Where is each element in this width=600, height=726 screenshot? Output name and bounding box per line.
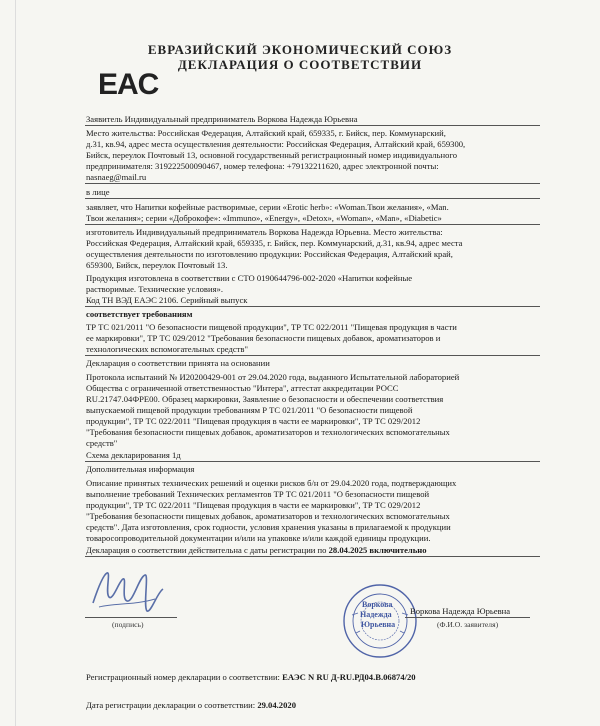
registration-number: ЕАЭС N RU Д-RU.РД04.В.06874/20 — [282, 672, 416, 682]
divider — [85, 461, 540, 462]
additional-heading: Дополнительная информация — [86, 464, 195, 474]
registration-date-line — [86, 700, 296, 711]
registration-number-line — [86, 672, 416, 683]
basis-line: Протокола испытаний № И20200429-001 от 29.04.2020 года, выданного Испытательной лабораторией — [86, 372, 460, 382]
additional-line: продукции", ТР ТС 022/2011 "Пищевая продукция в части ее маркировки", ТР ТС 029/2012 — [86, 500, 421, 510]
additional-line: Описание принятых технических решений и оценки рисков б/н от 29.04.2020 года, подтверждающих — [86, 478, 457, 488]
scan-margin-line — [15, 0, 16, 726]
divider — [85, 306, 540, 307]
address-line: предпринимателя: 319222500090467, номер телефона: +79132211620, адрес электронной почты: — [86, 161, 439, 171]
applicant-signature — [85, 563, 170, 618]
manufacturer-line: Российская Федерация, Алтайский край, 659335, г. Бийск, пер. Коммунарский, д.31, кв.94, адрес места — [86, 238, 463, 248]
signer-name: Воркова Надежда Юрьевна — [410, 606, 511, 616]
basis-line: Общества с ограниченной ответственностью "Интера", аттестат аккредитации РОСС — [86, 383, 399, 393]
standard-line: растворимые. Технические условия». — [86, 284, 223, 294]
validity-date: 28.04.2025 включительно — [328, 545, 427, 555]
registration-date: 29.04.2020 — [257, 700, 296, 710]
address-line: Место жительства: Российская Федерация, Алтайский край, 659335, г. Бийск, пер. Коммунарский, — [86, 128, 446, 138]
additional-line: товаросопроводительной документации и/или на упаковке и/или каждой единицы продукции. — [86, 533, 431, 543]
declaration-title: ДЕКЛАРАЦИЯ О СООТВЕТСТВИИ — [177, 57, 423, 72]
stamp-name: Юрьевна — [361, 620, 396, 629]
compliance-line: технологических вспомогательных средств" — [86, 344, 248, 354]
address-line: д.31, кв.94, адрес места осуществления деятельности: Российская Федерация, Алтайский край, 659300, — [86, 139, 466, 149]
eac-logo: EAC — [98, 68, 159, 101]
basis-heading: Декларация о соответствии принята на основании — [86, 358, 270, 368]
additional-line: средств". Дата изготовления, срок годности, условия хранения указаны в прилагаемой к продукции — [86, 522, 451, 532]
hs-code-line: Код ТН ВЭД ЕАЭС 2106. Серийный выпуск — [86, 295, 248, 305]
address-line: Бийск, переулок Почтовый 13, основной государственный регистрационный номер индивидуального — [86, 150, 458, 160]
stamp-name: Воркова — [362, 600, 393, 609]
compliance-line: ее маркировки", ТР ТС 029/2012 "Требования безопасности пищевых добавок, ароматизаторов и — [86, 333, 441, 343]
in-person-line: в лице — [86, 187, 110, 197]
divider — [85, 183, 540, 184]
validity-label: Декларация о соответствии действительна с даты регистрации по — [86, 545, 327, 555]
basis-line: продукции", ТР ТС 022/2011 "Пищевая продукция в части ее маркировки", ТР ТС 029/2012 — [86, 416, 421, 426]
divider — [85, 198, 540, 199]
manufacturer-line: изготовитель Индивидуальный предприниматель Воркова Надежда Юрьевна. Место жительства: — [86, 227, 443, 237]
additional-line: выполнение требований Технических регламентов ТР ТС 021/2011 "О безопасности пищевой — [86, 489, 430, 499]
registration-date-label: Дата регистрации декларации о соответствии: — [86, 700, 256, 710]
validity-line — [86, 545, 427, 556]
additional-line: "Требования безопасности пищевых добавок, ароматизаторов и технологических вспомогательных — [86, 511, 450, 521]
divider — [85, 224, 540, 225]
manufacturer-line: 659300, Бийск, переулок Почтовый 13. — [86, 260, 228, 270]
name-underline — [405, 617, 530, 618]
basis-line: "Требования безопасности пищевых добавок, ароматизаторов и технологических вспомогательных — [86, 427, 450, 437]
manufacturer-line: осуществления деятельности по изготовлению продукции: Российская Федерация, Алтайский край, — [86, 249, 453, 259]
signer-label: (Ф.И.О. заявителя) — [437, 620, 499, 629]
divider — [85, 355, 540, 356]
product-line: Твои желания»; серии «Доброкофе»: «Immuno», «Energy», «Detox», «Woman», «Man», «Diabetic» — [86, 213, 442, 223]
divider — [85, 125, 540, 126]
compliance-heading: соответствует требованиям — [86, 309, 193, 319]
applicant-line: Заявитель Индивидуальный предприниматель Воркова Надежда Юрьевна — [86, 114, 358, 124]
union-title: ЕВРАЗИЙСКИЙ ЭКОНОМИЧЕСКИЙ СОЮЗ — [147, 42, 453, 57]
basis-line: RU.21747.04ФРЕ00. Образец маркировки, Заявление о безопасности и обеспечении соответствия — [86, 394, 444, 404]
standard-line: Продукция изготовлена в соответствии с СТО 0190644796-002-2020 «Напитки кофейные — [86, 273, 413, 283]
basis-line: выпускаемой пищевой продукции требованиям Р ТС 021/2011 "О безопасности пищевой — [86, 405, 413, 415]
registration-number-label: Регистрационный номер декларации о соответствии: — [86, 672, 280, 682]
email-line: nasnaeg@mail.ru — [86, 172, 147, 182]
stamp-name: Надежда — [360, 610, 392, 619]
signature-label: (подпись) — [112, 620, 144, 629]
compliance-line: ТР ТС 021/2011 "О безопасности пищевой продукции", ТР ТС 022/2011 "Пищевая продукция в части — [86, 322, 457, 332]
scheme-line: Схема декларирования 1д — [86, 450, 181, 460]
basis-line: средств" — [86, 438, 118, 448]
signature-underline — [85, 617, 177, 618]
divider — [85, 556, 540, 557]
product-line: заявляет, что Напитки кофейные растворимые, серии «Erotic herb»: «Woman.Твои желания», «Man. — [86, 202, 449, 212]
